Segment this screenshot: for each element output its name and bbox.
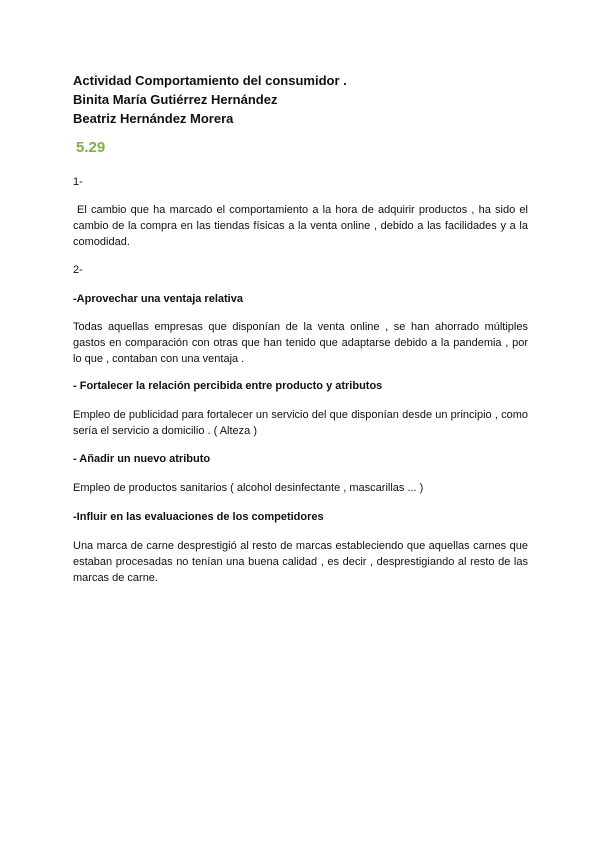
section-text: Una marca de carne desprestigió al resto de marcas estableciendo que aquellas carnes que estaban procesadas no tenían una buena calidad , es decir , desprestigiando al resto de las marcas de carne. <box>73 540 528 584</box>
section-text: Todas aquellas empresas que disponían de la venta online , se han ahorrado múltiples gastos en comparación con otras que han tenido que adaptarse debido a la pandemia , por lo que , contaban con una ventaja . <box>73 321 528 365</box>
section-heading: - Añadir un nuevo atributo <box>73 453 211 465</box>
section-heading: - Fortalecer la relación percibida entre producto y atributos <box>73 380 383 392</box>
document-title: Actividad Comportamiento del consumidor . <box>73 73 347 88</box>
question-1-answer: El cambio que ha marcado el comportamiento a la hora de adquirir productos , ha sido el cambio de la compra en las tiendas físicas a la venta online , debido a las facilidades y a la comodidad. <box>73 204 528 248</box>
section-text: Empleo de publicidad para fortalecer un servicio del que disponían desde un principio , como sería el servicio a domicilio . ( Alteza ) <box>73 409 528 437</box>
author-name: Binita María Gutiérrez Hernández <box>73 92 278 107</box>
section-text: Empleo de productos sanitarios ( alcohol desinfectante , mascarillas ... ) <box>73 482 424 494</box>
document-header <box>73 71 347 128</box>
grade-score: 5.29 <box>76 139 106 156</box>
author-name: Beatriz Hernández Morera <box>73 111 234 126</box>
section-heading: -Influir en las evaluaciones de los competidores <box>73 511 324 523</box>
question-2-label: 2- <box>73 264 83 276</box>
section-heading: -Aprovechar una ventaja relativa <box>73 293 243 305</box>
question-1-label: 1- <box>73 176 83 188</box>
